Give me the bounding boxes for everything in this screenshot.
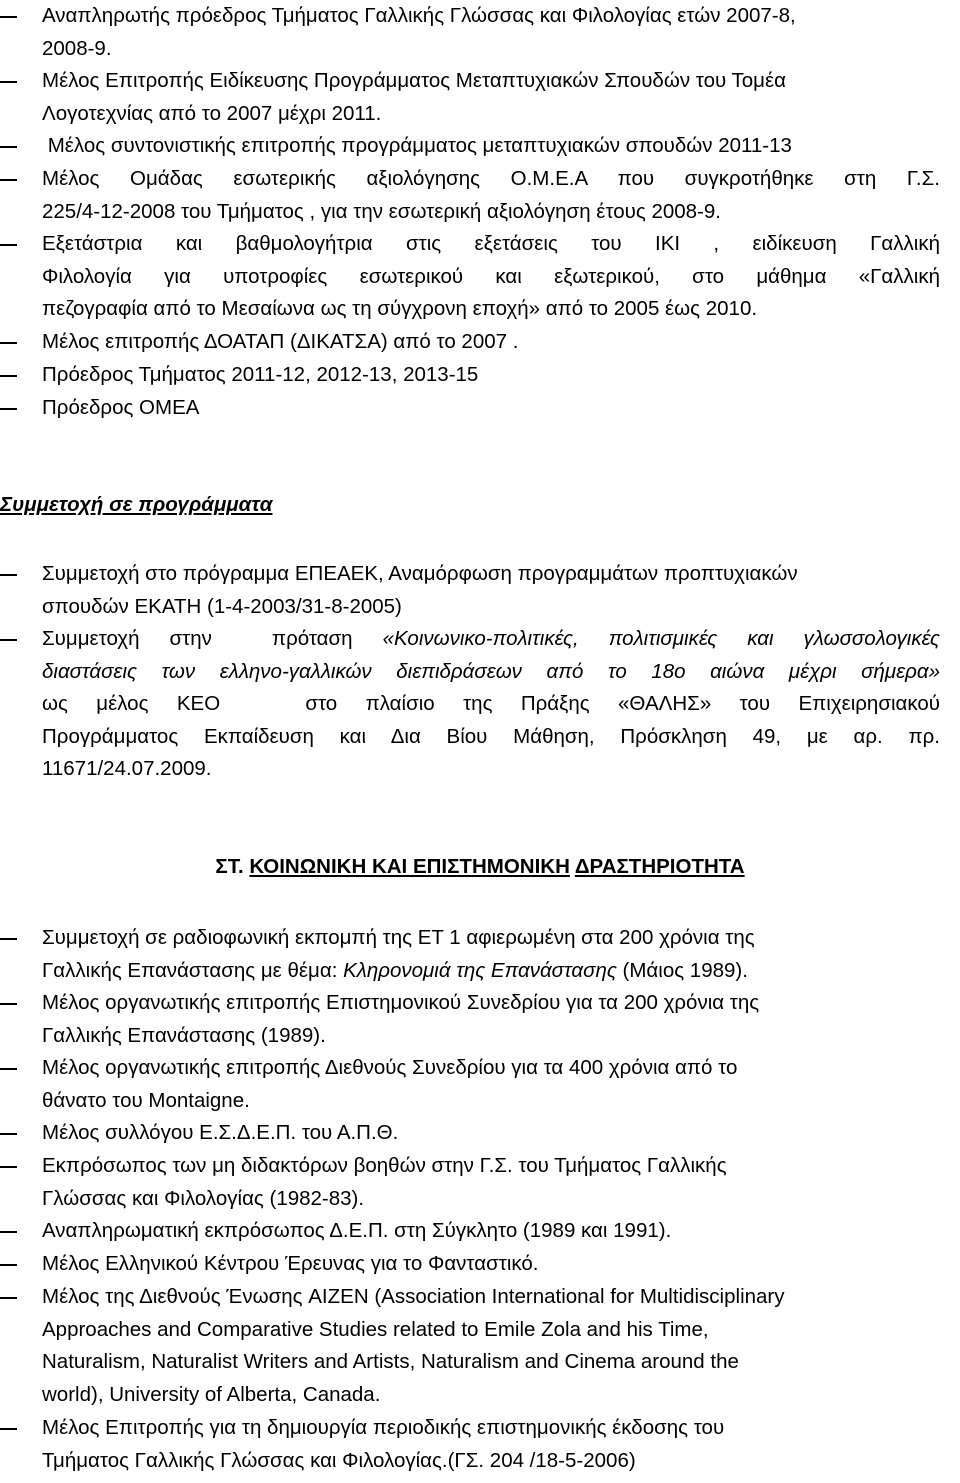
text-line: θάνατο του Montaigne. bbox=[42, 1088, 250, 1112]
text-line: Μέλος οργανωτικής επιτροπής Επιστημονικού Συνεδρίου για τα 200 χρόνια της bbox=[42, 991, 760, 1014]
activity-item bbox=[42, 922, 940, 987]
dash-bullet-icon bbox=[0, 1068, 17, 1070]
text-line: Λογοτεχνίας από το 2007 μέχρι 2011. bbox=[42, 101, 382, 125]
activity-item bbox=[42, 1052, 940, 1117]
activity-item bbox=[42, 1215, 940, 1248]
text-line: Φιλολογία για υποτροφίες εσωτερικού και εξωτερικού, στο μάθημα «Γαλλική bbox=[42, 264, 940, 288]
text-fragment: (Μάιος 1989). bbox=[616, 958, 748, 982]
text-line bbox=[42, 955, 940, 988]
dash-bullet-icon bbox=[0, 1231, 17, 1233]
dash-bullet-icon bbox=[0, 1133, 17, 1135]
italic-title-fragment: «Κοινωνικο-πολιτικές, πολιτισμικές και γλωσσολογικές bbox=[382, 627, 941, 650]
heading-prefix: ΣΤ. bbox=[215, 855, 250, 878]
duty-item bbox=[42, 65, 940, 130]
duty-item bbox=[42, 0, 940, 65]
dash-bullet-icon bbox=[0, 146, 17, 148]
dash-bullet-icon bbox=[0, 1264, 17, 1266]
text-line: Μέλος της Διεθνούς Ένωσης AIZEN (Association International for Multidisciplinary bbox=[42, 1285, 785, 1308]
heading-text: ΚΟΙΝΩΝΙΚΗ ΚΑΙ ΕΠΙΣΤΗΜΟΝΙΚΗ bbox=[249, 855, 570, 878]
text-line: Μέλος οργανωτικής επιτροπής Διεθνούς Συνεδρίου για τα 400 χρόνια από το bbox=[42, 1056, 738, 1079]
text-line: Μέλος Επιτροπής για τη δημιουργία περιοδικής επιστημονικής έκδοσης του bbox=[42, 1416, 725, 1439]
text-line: 225/4-12-2008 του Τμήματος , για την εσωτερική αξιολόγηση έτους 2008-9. bbox=[42, 199, 721, 223]
dash-bullet-icon bbox=[0, 1297, 17, 1299]
text-line: Συμμετοχή σε ραδιοφωνική εκπομπή της ΕΤ 1 αφιερωμένη στα 200 χρόνια της bbox=[42, 926, 755, 949]
text-fragment: Γαλλικής Επανάστασης με θέμα: bbox=[42, 958, 344, 982]
section-heading-social bbox=[0, 855, 960, 879]
duty-item bbox=[42, 326, 940, 359]
duty-item bbox=[42, 392, 940, 425]
dash-bullet-icon bbox=[0, 639, 17, 641]
duty-item bbox=[42, 130, 940, 163]
dash-bullet-icon bbox=[0, 342, 17, 344]
text-line: Εκπρόσωπος των μη διδακτόρων βοηθών στην Γ.Σ. του Τμήματος Γαλλικής bbox=[42, 1154, 727, 1177]
program-item bbox=[42, 558, 940, 623]
activity-item bbox=[42, 1248, 940, 1281]
text-line: Μέλος Ομάδας εσωτερικής αξιολόγησης Ο.Μ.Ε.Α που συγκροτήθηκε στη Γ.Σ. bbox=[42, 167, 940, 190]
dash-bullet-icon bbox=[0, 1428, 17, 1430]
text-line: Approaches and Comparative Studies related to Emile Zola and his Time, bbox=[42, 1317, 709, 1341]
text-line: Συμμετοχή στο πρόγραμμα ΕΠΕΑΕΚ, Αναμόρφωση προγραμμάτων προπτυχιακών bbox=[42, 562, 798, 585]
duty-item bbox=[42, 163, 940, 228]
section-heading-programs: Συμμετοχή σε προγράμματα bbox=[0, 493, 273, 516]
dash-bullet-icon bbox=[0, 375, 17, 377]
text-line: Προγράμματος Εκπαίδευση και Δια Βίου Μάθηση, Πρόσκληση 49, με αρ. πρ. bbox=[42, 724, 940, 748]
dash-bullet-icon bbox=[0, 81, 17, 83]
text-line: ως μέλος ΚΕΟ στο πλαίσιο της Πράξης «ΘΑΛΗΣ» του Επιχειρησιακού bbox=[42, 692, 940, 715]
activity-item bbox=[42, 1150, 940, 1215]
italic-title-fragment: διαστάσεις των ελληνο-γαλλικών διεπιδράσεων από το 18ο αιώνα μέχρι σήμερα» bbox=[42, 659, 940, 683]
italic-title-fragment: Κληρονομιά της Επανάστασης bbox=[343, 958, 617, 982]
duty-item bbox=[42, 359, 940, 392]
text-fragment: Συμμετοχή στην πρόταση bbox=[42, 627, 383, 650]
text-line: Γλώσσας και Φιλολογίας (1982-83). bbox=[42, 1186, 365, 1210]
text-line: πεζογραφία από το Μεσαίωνα ως τη σύγχρονη εποχή» από το 2005 έως 2010. bbox=[42, 297, 758, 320]
text-line: σπουδών ΕΚΑΤΗ (1-4-2003/31-8-2005) bbox=[42, 594, 402, 618]
dash-bullet-icon bbox=[0, 244, 17, 246]
activity-item bbox=[42, 1117, 940, 1150]
activity-item bbox=[42, 1281, 940, 1411]
text-line: Αναπληρωματική εκπρόσωπος Δ.Ε.Π. στη Σύγκλητο (1989 και 1991). bbox=[42, 1219, 672, 1242]
text-line: Πρόεδρος Τμήματος 2011-12, 2012-13, 2013-15 bbox=[42, 363, 479, 386]
text-line: Μέλος συντονιστικής επιτροπής προγράμματος μεταπτυχιακών σπουδών 2011-13 bbox=[42, 134, 792, 157]
dash-bullet-icon bbox=[0, 1166, 17, 1168]
text-line: Μέλος Ελληνικού Κέντρου Έρευνας για το Φανταστικό. bbox=[42, 1252, 539, 1275]
text-line: 2008-9. bbox=[42, 36, 112, 60]
dash-bullet-icon bbox=[0, 574, 17, 576]
text-line: Μέλος επιτροπής ΔΟΑΤΑΠ (ΔΙΚΑΤΣΑ) από το 2007 . bbox=[42, 330, 519, 353]
dash-bullet-icon bbox=[0, 938, 17, 940]
dash-bullet-icon bbox=[0, 408, 17, 410]
text-line: Γαλλικής Επανάστασης (1989). bbox=[42, 1023, 326, 1047]
heading-text: ΔΡΑΣΤΗΡΙΟΤΗΤΑ bbox=[574, 855, 745, 878]
text-line: Αναπληρωτής πρόεδρος Τμήματος Γαλλικής Γλώσσας και Φιλολογίας ετών 2007-8, bbox=[42, 4, 796, 27]
text-line: Naturalism, Naturalist Writers and Artists, Naturalism and Cinema around the bbox=[42, 1350, 739, 1373]
text-line: Τμήματος Γαλλικής Γλώσσας και Φιλολογίας.(ΓΣ. 204 /18-5-2006) bbox=[42, 1448, 636, 1472]
dash-bullet-icon bbox=[0, 179, 17, 181]
dash-bullet-icon bbox=[0, 16, 17, 18]
text-line: world), University of Alberta, Canada. bbox=[42, 1382, 381, 1406]
dash-bullet-icon bbox=[0, 1003, 17, 1005]
text-line bbox=[42, 656, 940, 689]
text-line: Εξετάστρια και βαθμολογήτρια στις εξετάσεις του ΙΚΙ , ειδίκευση Γαλλική bbox=[42, 232, 940, 255]
text-line: 11671/24.07.2009. bbox=[42, 757, 212, 780]
activity-item bbox=[42, 1412, 940, 1477]
activity-item bbox=[42, 987, 940, 1052]
program-item bbox=[42, 623, 940, 786]
text-line bbox=[42, 623, 940, 656]
duty-item bbox=[42, 228, 940, 326]
text-line: Πρόεδρος ΟΜΕΑ bbox=[42, 396, 200, 419]
text-line: Μέλος συλλόγου Ε.Σ.Δ.Ε.Π. του Α.Π.Θ. bbox=[42, 1121, 399, 1144]
text-line: Μέλος Επιτροπής Ειδίκευσης Προγράμματος Μεταπτυχιακών Σπουδών του Τομέα bbox=[42, 69, 786, 92]
